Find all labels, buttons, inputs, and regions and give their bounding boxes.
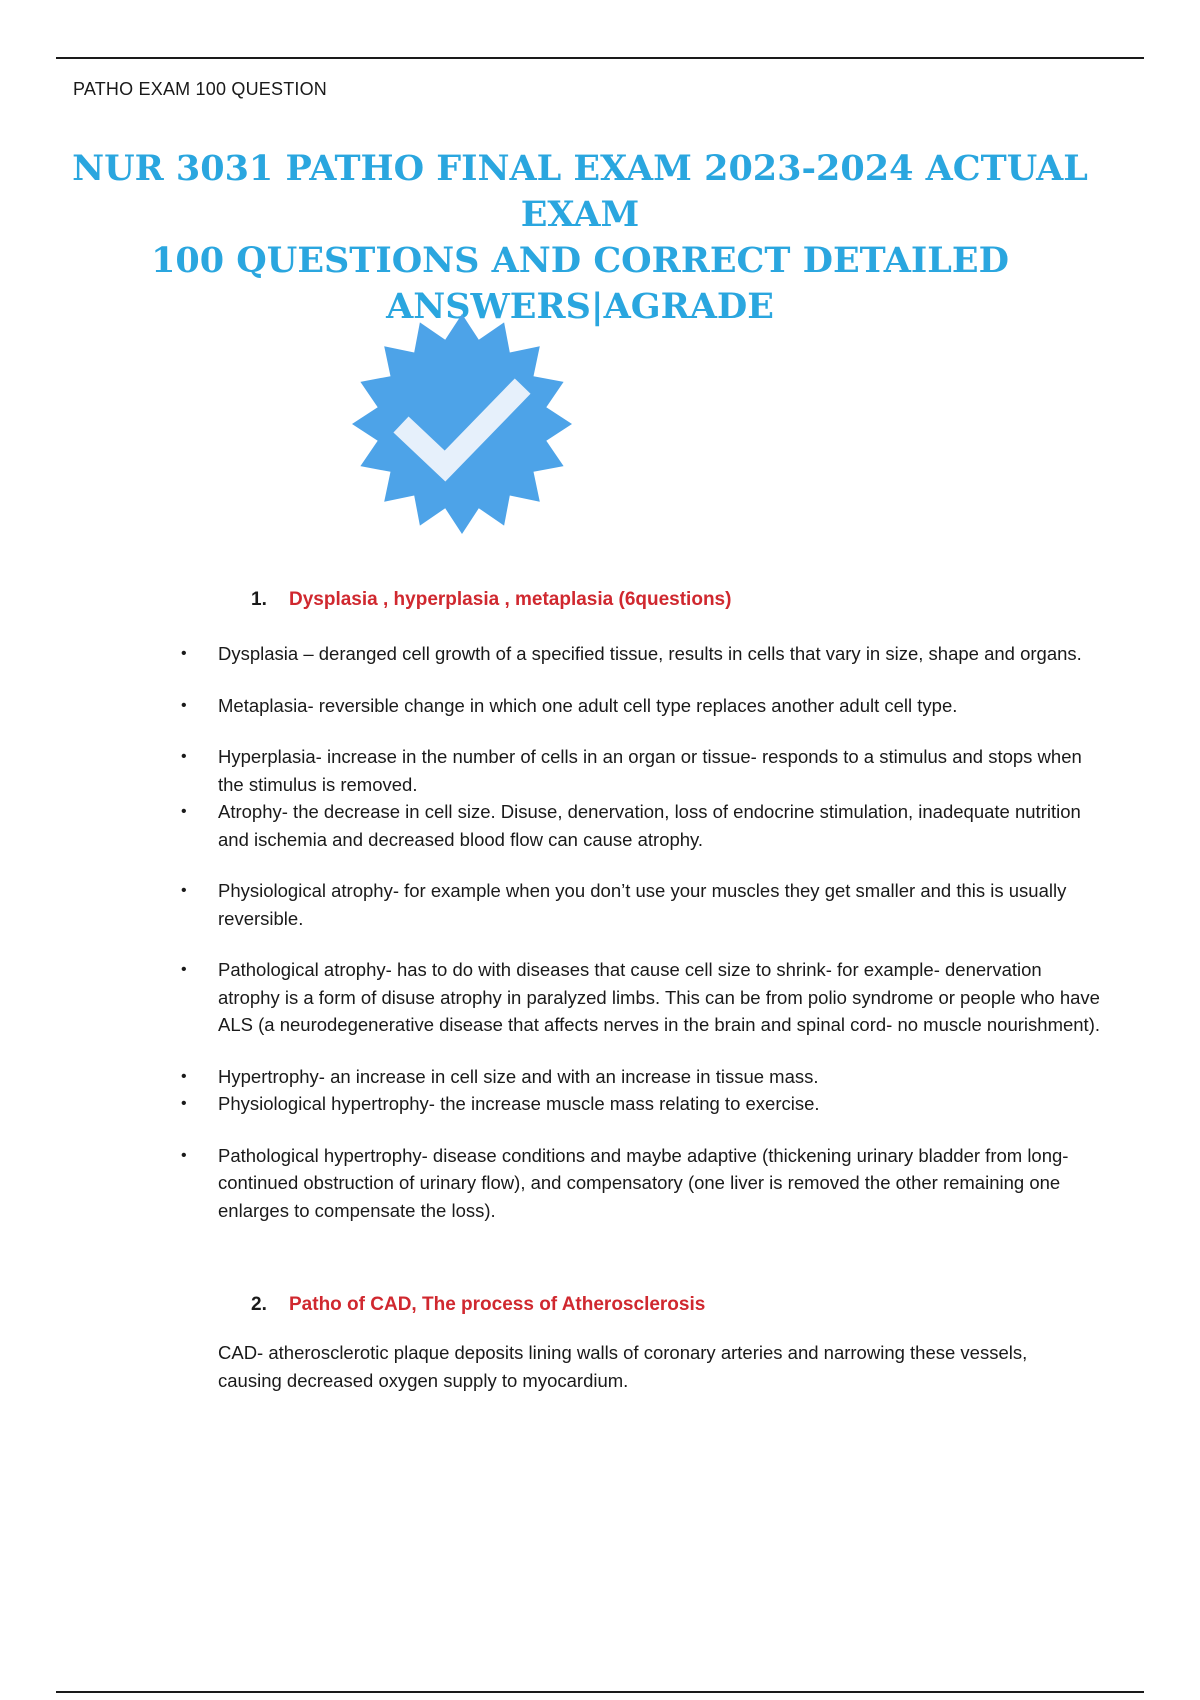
bullet-physiological-atrophy: • Physiological atrophy- for example when you don’t use your muscles they get smaller and this is usually reversible.	[181, 877, 1101, 932]
bullet-pathological-hypertrophy: • Pathological hypertrophy- disease conditions and maybe adaptive (thickening urinary bladder from long-continued obstruction of urinary flow), and compensatory (one liver is removed the other remaining one enlarges to compensate the loss).	[181, 1142, 1101, 1225]
bullet-hyperplasia: • Hyperplasia- increase in the number of cells in an organ or tissue- responds to a stimulus and stops when the stimulus is removed.	[181, 743, 1101, 798]
bullet-atrophy: • Atrophy- the decrease in cell size. Disuse, denervation, loss of endocrine stimulation, inadequate nutrition and ischemia and decreased blood flow can cause atrophy.	[181, 798, 1101, 853]
bullet-dysplasia: • Dysplasia – deranged cell growth of a specified tissue, results in cells that vary in size, shape and organs.	[181, 640, 1101, 668]
section-1-title: Dysplasia , hyperplasia , metaplasia (6questions)	[289, 589, 732, 610]
bullet-physiological-hypertrophy: • Physiological hypertrophy- the increase muscle mass relating to exercise.	[181, 1090, 1101, 1118]
header-rule	[56, 57, 1144, 59]
bullet-pathological-atrophy: • Pathological atrophy- has to do with diseases that cause cell size to shrink- for example- denervation atrophy is a form of disuse atrophy in paralyzed limbs. This can be from polio syndrome or people who have ALS (a neurodegenerative disease that affects nerves in the brain and spinal cord- no muscle nourishment).	[181, 956, 1101, 1039]
section-2-title: Patho of CAD, The process of Atherosclerosis	[289, 1294, 706, 1315]
title-line-2: 100 QUESTIONS AND CORRECT DETAILED	[151, 240, 1009, 281]
verified-check-badge-icon	[347, 312, 577, 536]
section-1-bullet-list	[181, 640, 1101, 1224]
bullet-metaplasia: • Metaplasia- reversible change in which one adult cell type replaces another adult cell type.	[181, 692, 1101, 720]
section-2-number: 2.	[251, 1294, 267, 1315]
document-title	[70, 146, 1090, 330]
badge-star-shape	[352, 314, 572, 534]
section-1-number: 1.	[251, 589, 267, 610]
running-header: PATHO EXAM 100 QUESTION	[73, 79, 327, 99]
title-line-1: NUR 3031 PATHO FINAL EXAM 2023-2024 ACTUAL EXAM	[72, 148, 1088, 235]
section-2-paragraph: CAD- atherosclerotic plaque deposits lining walls of coronary arteries and narrowing these vessels, causing decreased oxygen supply to myocardium.	[218, 1342, 1028, 1391]
footer-rule	[56, 1691, 1144, 1693]
bullet-hypertrophy: • Hypertrophy- an increase in cell size and with an increase in tissue mass.	[181, 1063, 1101, 1091]
section-2-heading	[251, 1294, 705, 1316]
section-1-heading	[251, 589, 731, 611]
title-line-3: ANSWERS|AGRADE	[386, 286, 774, 327]
